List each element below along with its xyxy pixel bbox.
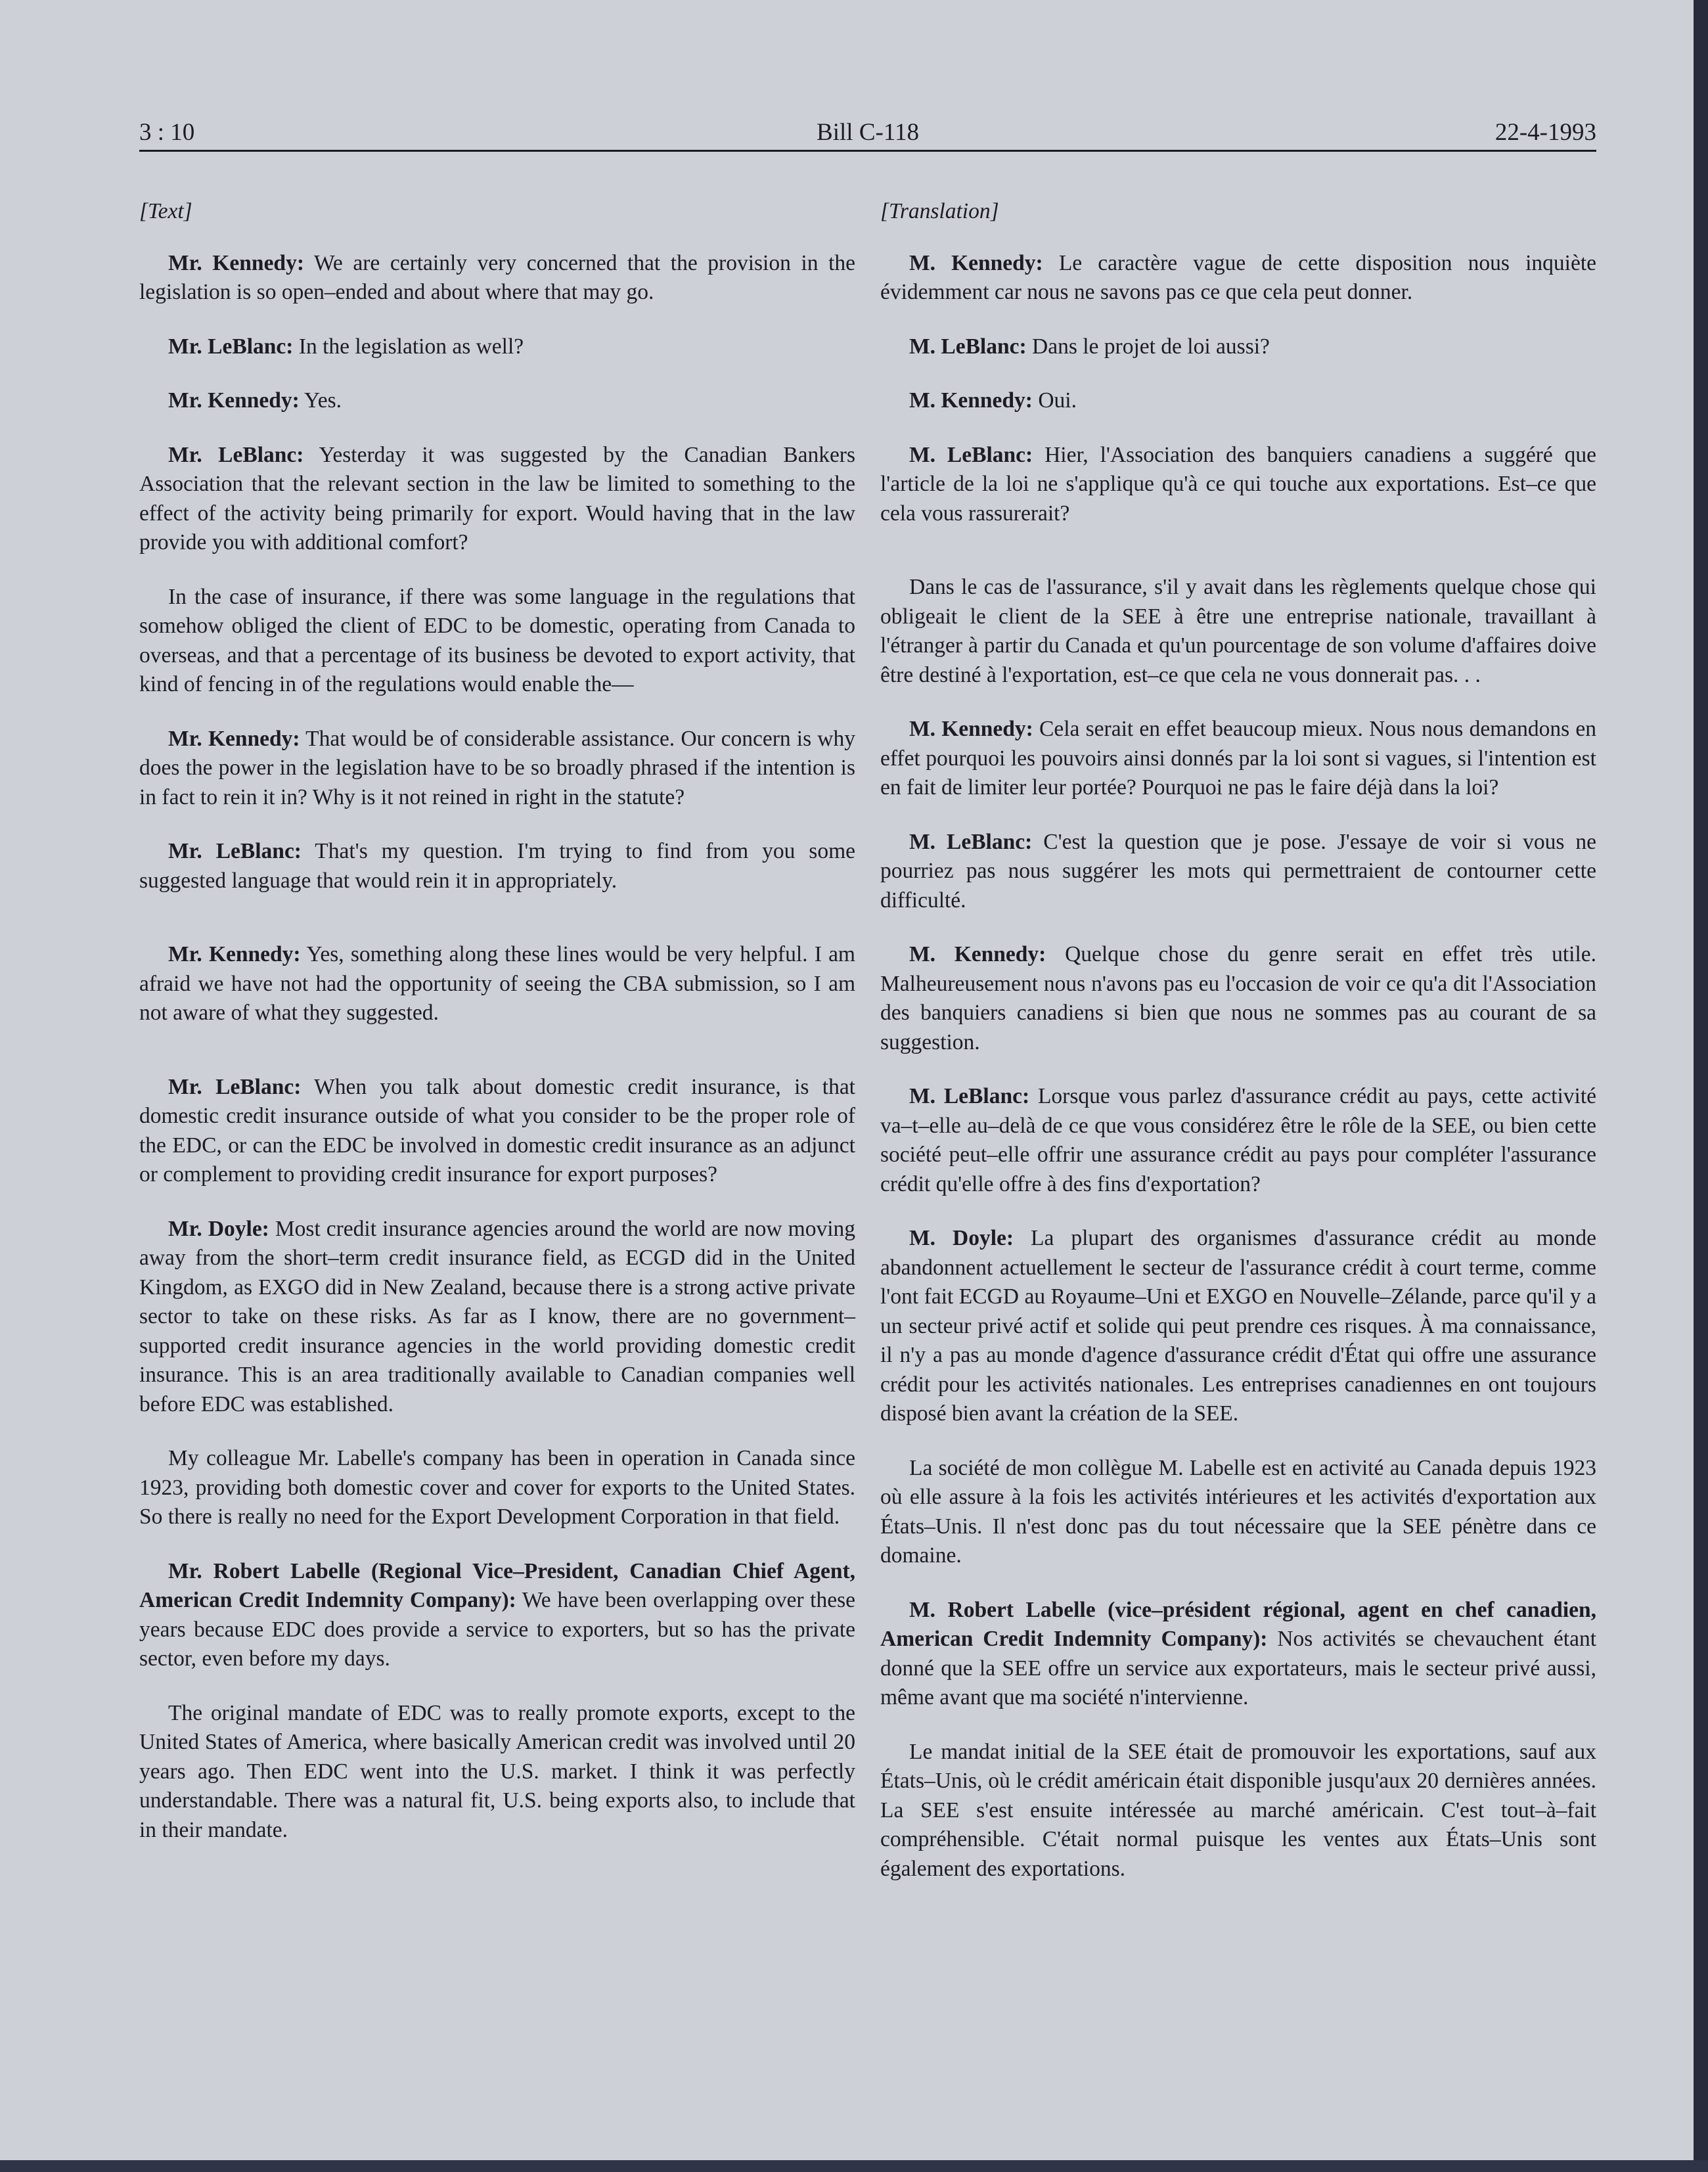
- speaker-name: Mr. Kennedy:: [168, 942, 301, 966]
- paragraph-text: Le caractère vague de cette disposition nous inquiète évidemment car nous ne savons pas ce que cela peut donner.: [880, 250, 1596, 304]
- paragraph: [880, 573, 1596, 690]
- paragraph: [880, 1224, 1596, 1429]
- paragraph-text: Most credit insurance agencies around the world are now moving away from the short–term credit insurance field, as ECGD did in the United Kingdom, as EXGO did in New Zealand, because there is a strong active private sector to take on these risks. As far as I know, there are no government–supported credit insurance agencies in the world providing domestic credit insurance. This is an area traditionally available to Canadian companies well before EDC was established.: [139, 1216, 856, 1416]
- speaker-name: M. LeBlanc:: [909, 829, 1033, 854]
- translation-label: [Translation]: [880, 199, 999, 223]
- speaker-name: Mr. Kennedy:: [168, 388, 300, 413]
- paragraph: [139, 725, 855, 813]
- speaker-name: M. Doyle:: [909, 1226, 1014, 1250]
- paragraph-text: We are certainly very concerned that the provision in the legislation is so open–ended and about where that may go.: [139, 250, 856, 304]
- paragraph-text: C'est la question que je pose. J'essaye de voir si vous ne pourriez pas nous suggérer les mots qui permettraient de contourner cette difficulté.: [880, 829, 1596, 913]
- paragraph: [139, 837, 855, 895]
- paragraph-text: Yesterday it was suggested by the Canadian Bankers Association that the relevant section in the law be limited to something to the effect of the activity being primarily for export. Would having that in the law provide you with additional comfort?: [139, 442, 855, 554]
- paragraph-text: Cela serait en effet beaucoup mieux. Nous nous demandons en effet pourquoi les pouvoirs ainsi donnés par la loi sont si vagues, si l'intention est en fait de limiter leur portée? Pourquoi ne pas le faire déjà dans la loi?: [880, 717, 1596, 800]
- paragraph-text: That would be of considerable assistance. Our concern is why does the power in the legislation have to be so broadly phrased if the intention is in fact to rein it in? Why is it not reined in right in the statute?: [139, 726, 855, 809]
- paragraph: [139, 1699, 855, 1845]
- paragraph: [880, 1596, 1596, 1713]
- speaker-name: Mr. LeBlanc:: [168, 1074, 302, 1099]
- speaker-name: M. Kennedy:: [909, 717, 1033, 741]
- paragraph-text: My colleague Mr. Labelle's company has been in operation in Canada since 1923, providing both domestic cover and cover for exports to the United States. So there is really no need for the Export Development Corporation in that field.: [139, 1446, 855, 1529]
- page-binding-edge: [1694, 0, 1708, 2172]
- paragraph: [139, 583, 855, 700]
- speaker-name: M. LeBlanc:: [909, 1084, 1030, 1108]
- paragraph-text: We have been overlapping over these years because EDC does provide a service to exporters, but so has the private sector, even before my days.: [139, 1588, 856, 1671]
- speaker-name: M. Kennedy:: [909, 942, 1046, 966]
- speaker-name: M. Kennedy:: [909, 388, 1033, 413]
- speaker-name: Mr. LeBlanc:: [168, 334, 294, 359]
- paragraph-text: Quelque chose du genre serait en effet très utile. Malheureusement nous n'avons pas eu l'occasion de voir ce qu'a dit l'Association des banquiers canadiens si bien que nous ne sommes pas au courant de sa suggestion.: [880, 942, 1596, 1054]
- paragraph-text: La plupart des organismes d'assurance crédit au monde abandonnent actuellement le secteur de l'assurance crédit à court terme, comme l'ont fait ECGD au Royaume–Uni et EXGO en Nouvelle–Zélande, parce qu'il y a un secteur privé actif et solide qui peut prendre ces risques. À ma connaissance, il n'y a pas au monde d'agence d'assurance crédit d'État qui offre une assurance crédit pour les activités nationales. Les entreprises canadiennes en ont toujours disposé bien avant la création de la SEE.: [880, 1226, 1596, 1426]
- paragraph: [139, 249, 855, 307]
- paragraph: [880, 386, 1596, 416]
- paragraph-text: Yes.: [299, 388, 342, 413]
- paragraph: [139, 386, 855, 416]
- paragraph-text: Lorsque vous parlez d'assurance crédit au pays, cette activité va–t–elle au–delà de ce que vous considérez être le rôle de la SEE, ou bien cette société peut–elle offrir une assurance crédit au pays pour compléter l'assurance crédit qu'elle offre à des fins d'exportation?: [880, 1084, 1596, 1196]
- paragraph-text: La société de mon collègue M. Labelle est en activité au Canada depuis 1923 où elle assure à la fois les activités intérieures et les activités d'exportation aux États–Unis. Il n'est donc pas du tout nécessaire que la SEE pénètre dans ce domaine.: [880, 1455, 1596, 1568]
- speaker-name: Mr. LeBlanc:: [168, 839, 302, 863]
- page-bottom-edge: [0, 2160, 1708, 2172]
- paragraph: [139, 1444, 855, 1532]
- speaker-name: M. LeBlanc:: [909, 442, 1033, 467]
- french-column: [880, 197, 1596, 1909]
- paragraph-text: That's my question. I'm trying to find from you some suggested language that would rein it in appropriately.: [139, 839, 855, 893]
- paragraph: [139, 332, 855, 362]
- paragraph: [139, 1557, 855, 1674]
- paragraph: [880, 1082, 1596, 1199]
- paragraph-text: The original mandate of EDC was to really promote exports, except to the United States of America, where basically American credit was involved until 20 years ago. Then EDC went into the U.S. market. I think it was perfectly understandable. There was a natural fit, U.S. being exports also, to include that in their mandate.: [139, 1700, 855, 1842]
- speaker-name: Mr. LeBlanc:: [168, 442, 304, 467]
- paragraph: [139, 441, 855, 558]
- speaker-name: Mr. Kennedy:: [168, 250, 304, 275]
- text-label: [Text]: [139, 199, 192, 223]
- header-date: 22-4-1993: [1494, 119, 1596, 146]
- bill-title: Bill C-118: [817, 119, 919, 146]
- header-rule: [139, 150, 1596, 152]
- paragraph-text: Yes, something along these lines would be very helpful. I am afraid we have not had the opportunity of seeing the CBA submission, so I am not aware of what they suggested.: [139, 942, 855, 1025]
- page-header: [139, 113, 1596, 152]
- speaker-name: M. Kennedy:: [909, 250, 1043, 275]
- paragraph: [139, 1073, 855, 1190]
- paragraph: [880, 1738, 1596, 1884]
- speaker-name: Mr. Robert Labelle (Regional Vice–President, Canadian Chief Agent, American Credit Indemnity Company):: [139, 1558, 855, 1612]
- paragraph-text: In the case of insurance, if there was some language in the regulations that somehow obliged the client of EDC to be domestic, operating from Canada to overseas, and that a percentage of its business be devoted to export activity, that kind of fencing in of the regulations would enable the—: [139, 584, 855, 696]
- paragraph: [880, 441, 1596, 529]
- paragraph-text: Hier, l'Association des banquiers canadiens a suggéré que l'article de la loi ne s'applique qu'à ce qui touche aux exportations. Est–ce que cela vous rassurerait?: [880, 442, 1596, 526]
- paragraph: [880, 715, 1596, 803]
- paragraph: [880, 332, 1596, 362]
- paragraph: [880, 940, 1596, 1057]
- speaker-name: M. LeBlanc:: [909, 334, 1027, 359]
- paragraph-text: Dans le projet de loi aussi?: [1026, 334, 1270, 359]
- paragraph: [880, 249, 1596, 307]
- paragraph: [880, 1454, 1596, 1571]
- page-number: 3 : 10: [139, 119, 195, 146]
- english-column: [139, 197, 855, 1870]
- paragraph: [880, 828, 1596, 916]
- paragraph: [139, 940, 855, 1028]
- speaker-name: Mr. Doyle:: [168, 1216, 269, 1241]
- paragraph-text: Dans le cas de l'assurance, s'il y avait dans les règlements quelque chose qui obligeait le client de la SEE à être une entreprise nationale, travaillant à l'étranger à partir du Canada et qu'un pourcentage de son volume d'affaires doive être destiné à l'exportation, est–ce que cela ne vous donnerait pas. . .: [880, 575, 1596, 687]
- paragraph-text: In the legislation as well?: [293, 334, 524, 359]
- speaker-name: Mr. Kennedy:: [168, 726, 300, 751]
- speaker-name: M. Robert Labelle (vice–président régional, agent en chef canadien, American Credit Indemnity Company):: [880, 1597, 1596, 1651]
- paragraph: [139, 1215, 855, 1420]
- paragraph-text: Oui.: [1032, 388, 1077, 413]
- paragraph-text: Nos activités se chevauchent étant donné que la SEE offre un service aux exportateurs, mais le secteur privé aussi, même avant que ma société n'intervienne.: [880, 1627, 1596, 1709]
- paragraph-text: When you talk about domestic credit insurance, is that domestic credit insurance outside of what you consider to be the proper role of the EDC, or can the EDC be involved in domestic credit insurance as an adjunct or complement to providing credit insurance for export purposes?: [139, 1074, 855, 1187]
- paragraph-text: Le mandat initial de la SEE était de promouvoir les exportations, sauf aux États–Unis, où le crédit américain était disponible jusqu'aux 20 dernières années. La SEE s'est ensuite intéressée au marché américain. C'est tout–à–fait compréhensible. C'était normal puisque les ventes aux États–Unis sont également des exportations.: [880, 1739, 1596, 1881]
